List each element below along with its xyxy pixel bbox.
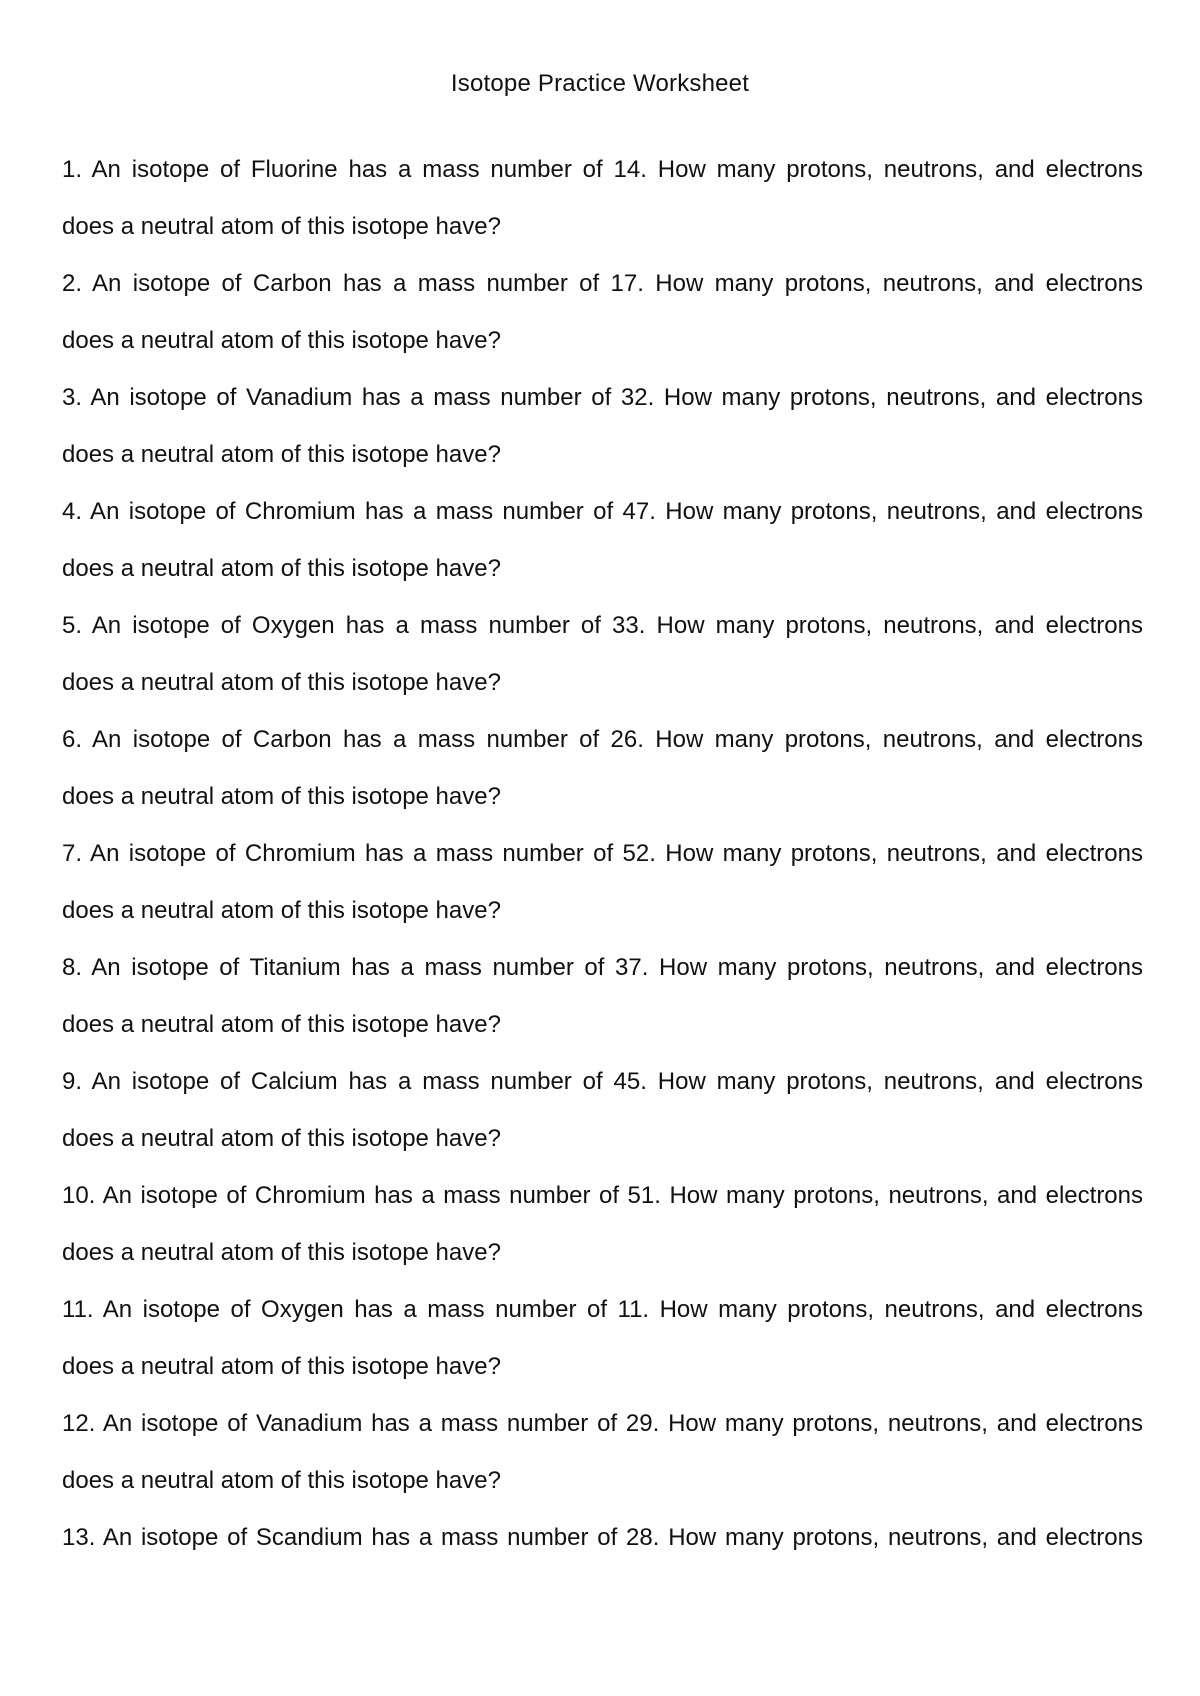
question-text-continued: does a neutral atom of this isotope have? [62,1125,501,1152]
question-text-continued: does a neutral atom of this isotope have? [62,897,501,924]
question-text-continued: does a neutral atom of this isotope have? [62,669,501,696]
question-item [62,1520,1143,1634]
question-text: 9. An isotope of Calcium has a mass number of 45. How many protons, neutrons, and electrons [62,1068,1143,1095]
question-text: 12. An isotope of Vanadium has a mass number of 29. How many protons, neutrons, and electrons [62,1410,1143,1437]
question-item [62,266,1143,380]
question-item [62,950,1143,1064]
question-item [62,380,1143,494]
question-item [62,1292,1143,1406]
question-text-continued: does a neutral atom of this isotope have? [62,213,501,240]
question-item [62,1064,1143,1178]
question-text-continued: does a neutral atom of this isotope have? [62,441,501,468]
question-text-continued: does a neutral atom of this isotope have? [62,1467,501,1494]
question-text-continued: does a neutral atom of this isotope have? [62,783,501,810]
question-text-continued: does a neutral atom of this isotope have? [62,1239,501,1266]
question-text-continued: does a neutral atom of this isotope have? [62,1353,501,1380]
page-title: Isotope Practice Worksheet [450,70,750,97]
question-item [62,836,1143,950]
question-item [62,152,1143,266]
question-text-continued: does a neutral atom of this isotope have? [62,327,501,354]
question-text: 1. An isotope of Fluorine has a mass number of 14. How many protons, neutrons, and electrons [62,156,1143,183]
question-text: 13. An isotope of Scandium has a mass number of 28. How many protons, neutrons, and electrons [62,1524,1143,1551]
question-item [62,1406,1143,1520]
question-text-continued [62,1577,1143,1634]
question-text: 6. An isotope of Carbon has a mass number of 26. How many protons, neutrons, and electrons [62,726,1143,753]
question-text: 5. An isotope of Oxygen has a mass number of 33. How many protons, neutrons, and electrons [62,612,1143,639]
question-text: 10. An isotope of Chromium has a mass number of 51. How many protons, neutrons, and electrons [62,1182,1143,1209]
question-item [62,1178,1143,1292]
question-text-continued: does a neutral atom of this isotope have? [62,1011,501,1038]
question-text: 11. An isotope of Oxygen has a mass number of 11. How many protons, neutrons, and electrons [62,1296,1143,1323]
question-text: 7. An isotope of Chromium has a mass number of 52. How many protons, neutrons, and electrons [62,840,1143,867]
question-text: 2. An isotope of Carbon has a mass number of 17. How many protons, neutrons, and electrons [62,270,1143,297]
question-item [62,722,1143,836]
question-text-continued: does a neutral atom of this isotope have? [62,555,501,582]
question-text: 8. An isotope of Titanium has a mass number of 37. How many protons, neutrons, and electrons [62,954,1143,981]
question-text: 3. An isotope of Vanadium has a mass number of 32. How many protons, neutrons, and electrons [62,384,1143,411]
question-item [62,608,1143,722]
question-text: 4. An isotope of Chromium has a mass number of 47. How many protons, neutrons, and electrons [62,498,1143,525]
question-item [62,494,1143,608]
question-list [62,152,1143,1634]
